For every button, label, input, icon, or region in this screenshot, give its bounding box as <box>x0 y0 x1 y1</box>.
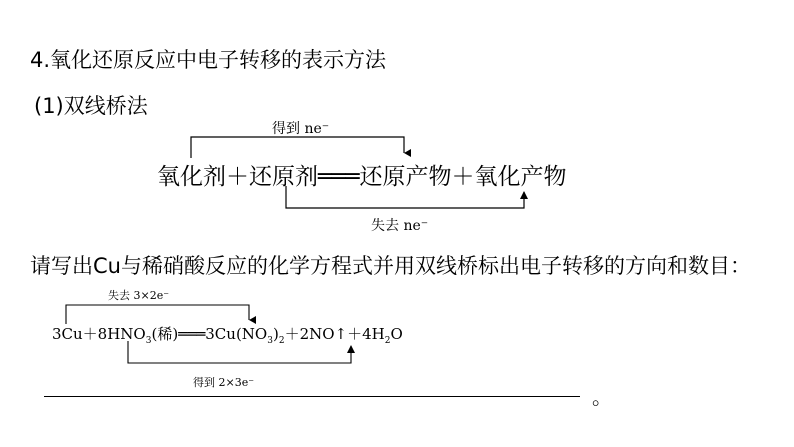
general-redox-equation: 氧化剂＋还原剂═══还原产物＋氧化产物 <box>157 164 567 190</box>
answer-underline <box>44 396 580 397</box>
gain-arrow <box>191 137 404 158</box>
cu-nitric-acid-equation: $3Cu+8HNO_3$(稀)$═══3Cu(NO_3)_2+2NO↑+4H_2O$ <box>52 325 403 346</box>
cu-lose-electrons-label: 失去 3×2e⁻ <box>108 289 170 302</box>
method-subheading: (1)双线桥法 <box>34 94 148 118</box>
section-heading: 4.氧化还原反应中电子转移的表示方法 <box>30 48 387 72</box>
cu-gain-electrons-label: 得到 2×3e⁻ <box>193 376 255 389</box>
exercise-prompt: 请写出Cu与稀硝酸反应的化学方程式并用双线桥标出电子转移的方向和数目： <box>30 254 751 278</box>
lose-electrons-label: 失去 ne⁻ <box>371 218 429 234</box>
gain-electrons-label: 得到 ne⁻ <box>272 121 330 137</box>
answer-period: 。 <box>592 385 612 409</box>
cu-lose-arrow <box>66 305 249 324</box>
